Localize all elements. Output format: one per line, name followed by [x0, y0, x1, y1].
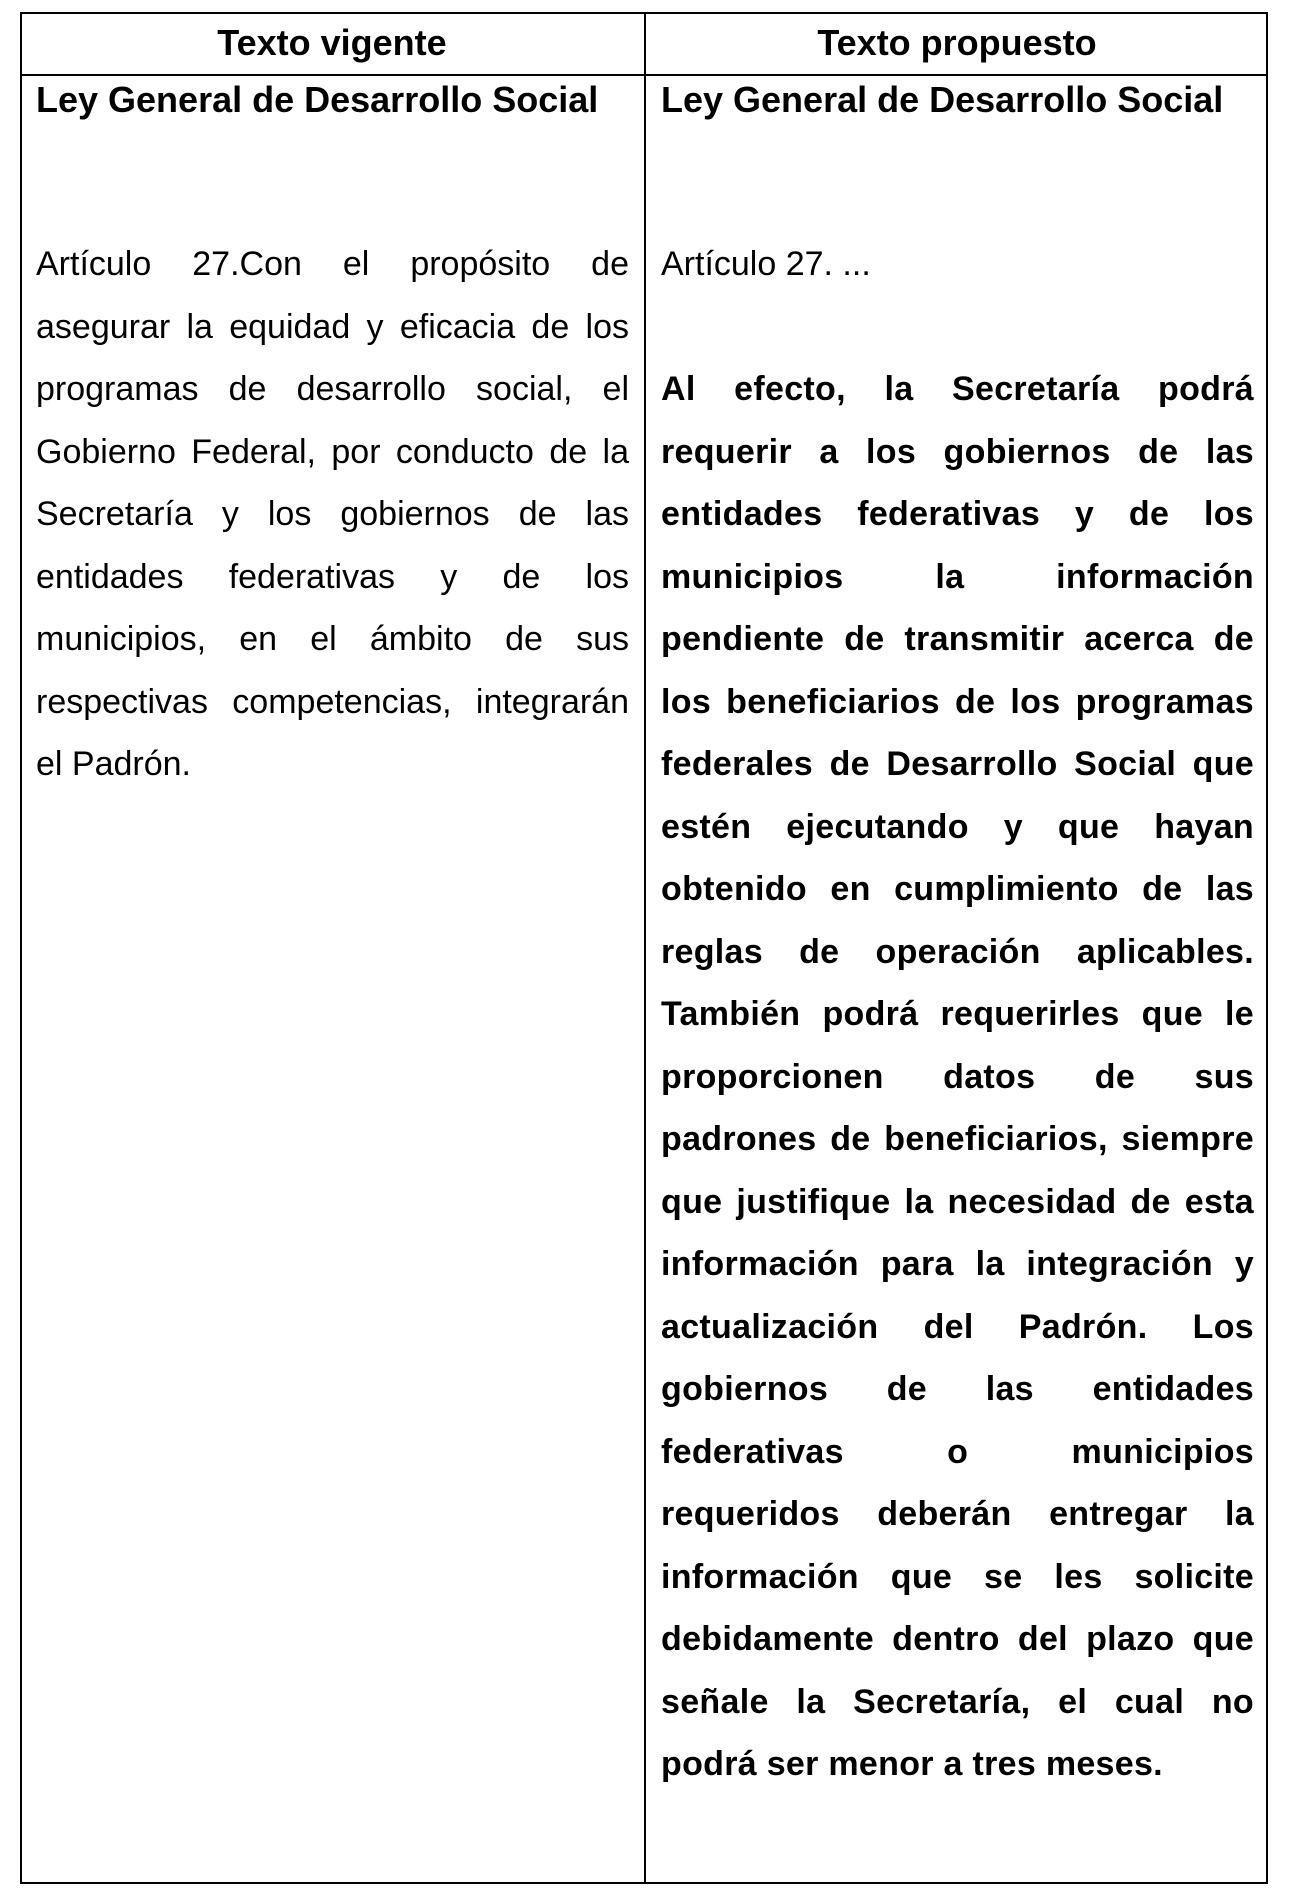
law-title: Ley General de Desarrollo Social: [661, 79, 1224, 120]
column-divider: [644, 12, 646, 1884]
law-title: Ley General de Desarrollo Social: [36, 79, 599, 120]
article-text: Artículo 27.Con el propósito de asegurar la equidad y eficacia de los programas de desarrollo social, el Gobierno Federal, por conducto de la Secretaría y los gobiernos de las entidades federativas y de los municipios, en el ámbito de sus respectivas competencias, integrarán el Padrón.: [36, 245, 629, 783]
header-divider: [20, 74, 1268, 76]
proposed-text: Al efecto, la Secretaría podrá requerir a los gobiernos de las entidades federativas y de los municipios la información pendiente de transmitir acerca de los beneficiarios de los programas federales de Desarrollo Social que estén ejecutando y que hayan obtenido en cumplimiento de las reglas de operación aplicables. También podrá requerirles que le proporcionen datos de sus padrones de beneficiarios, siempre que justifique la necesidad de esta información para la integración y actualización del Padrón. Los gobiernos de las entidades federativas o municipios requeridos deberán entregar la información que se les solicite debidamente dentro del plazo que señale la Secretaría, el cual no podrá ser menor a tres meses.: [661, 370, 1254, 1783]
cell-texto-vigente: [36, 78, 629, 796]
article-reference: Artículo 27. ...: [661, 245, 871, 283]
cell-texto-propuesto: [661, 78, 1254, 1796]
header-texto-vigente: Texto vigente: [217, 22, 447, 63]
header-texto-propuesto: Texto propuesto: [817, 22, 1097, 63]
